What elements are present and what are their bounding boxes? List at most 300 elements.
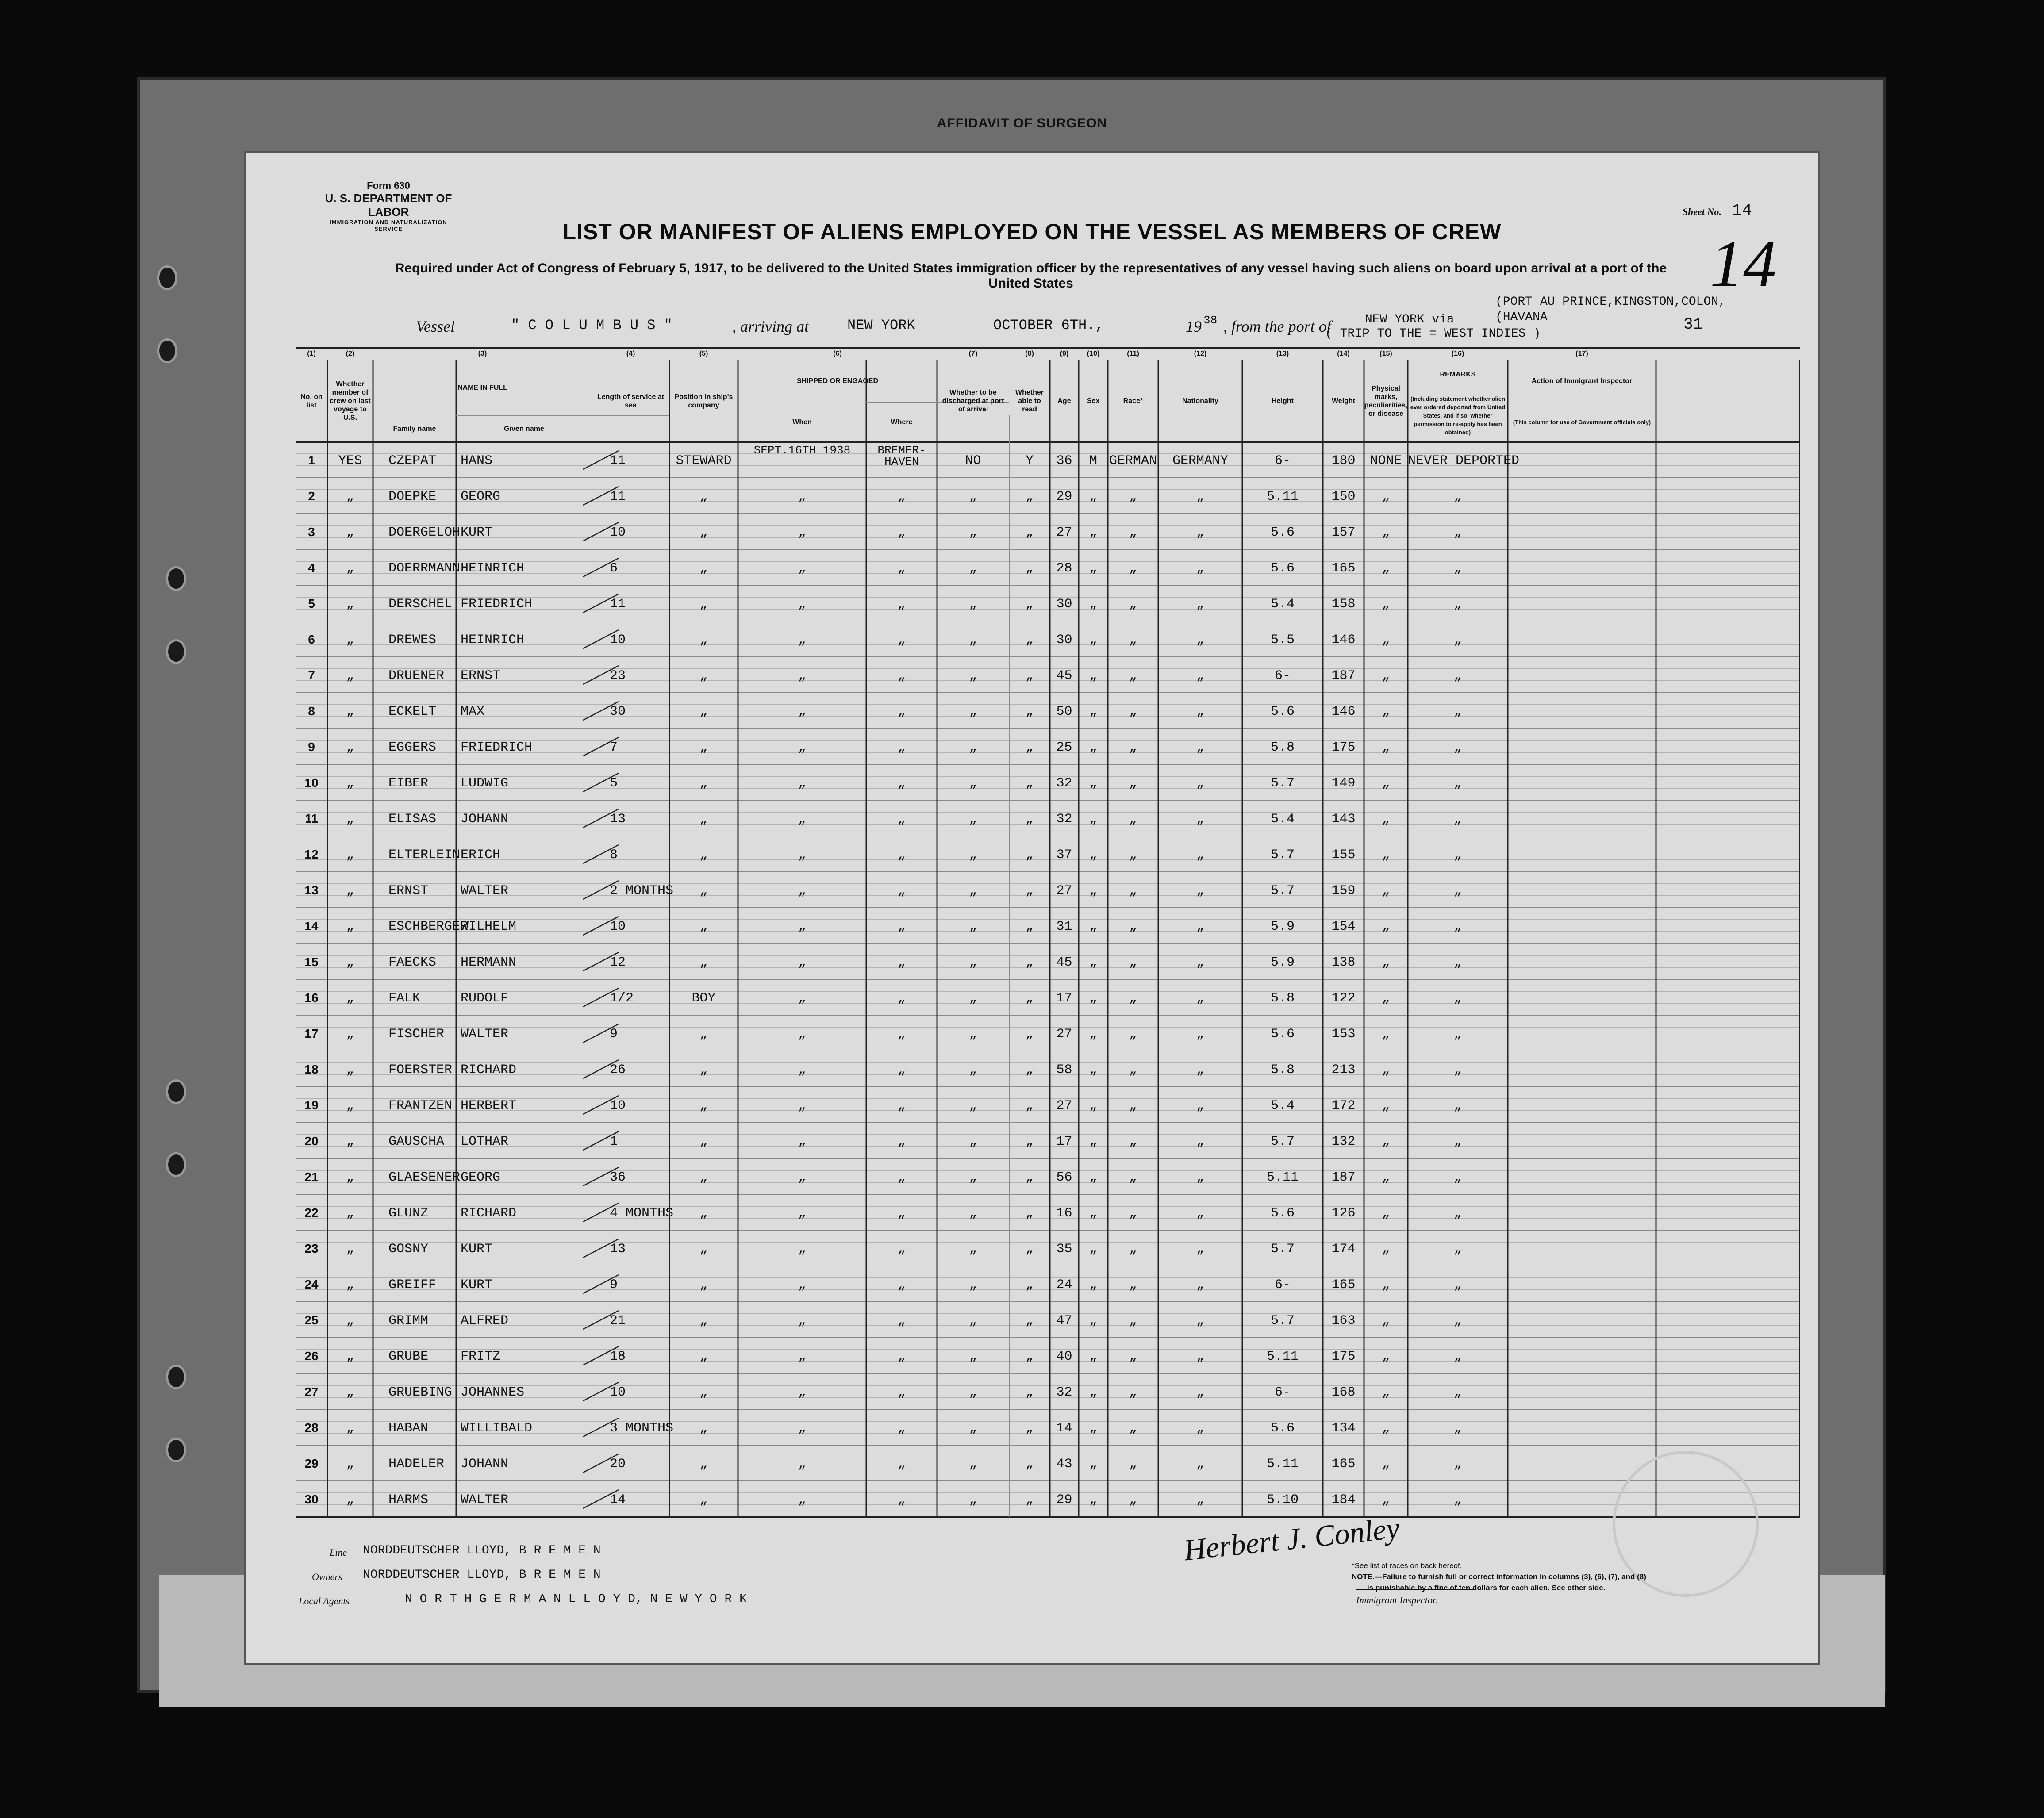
cell-sex: „ [1089, 955, 1097, 970]
cell-age: 35 [1056, 1242, 1072, 1257]
cell-nationality: „ [1196, 776, 1204, 791]
row-number: 8 [308, 704, 315, 718]
row-number: 12 [304, 848, 319, 861]
cell-last-voyage: „ [346, 776, 354, 791]
cell-discharged: „ [969, 1313, 977, 1328]
cell-shipped-when: „ [798, 919, 806, 934]
cell-discharged: „ [969, 919, 977, 934]
cell-position: „ [699, 955, 708, 970]
column-number: (7) [968, 350, 978, 357]
cell-able-to-read: „ [1025, 1027, 1034, 1042]
cell-remarks: „ [1453, 1457, 1462, 1472]
cell-shipped-where: „ [897, 1385, 906, 1400]
cell-physical-marks: „ [1382, 1421, 1390, 1436]
cell-discharged: „ [969, 1062, 977, 1078]
cell-sex: „ [1089, 1170, 1097, 1185]
cell-length-of-service: 30 [610, 704, 626, 719]
cell-remarks: „ [1453, 776, 1462, 791]
cell-nationality: „ [1196, 1492, 1204, 1507]
handwritten-sheet-number: 14 [1710, 227, 1776, 300]
cell-able-to-read: „ [1025, 1242, 1034, 1257]
cell-shipped-when: „ [798, 597, 806, 612]
cell-length-of-service: 9 [610, 1027, 618, 1042]
cell-remarks: „ [1453, 955, 1462, 970]
cell-discharged: „ [969, 1385, 977, 1400]
cell-height: 5.4 [1270, 597, 1295, 612]
from-label: , from the port of [1223, 318, 1331, 335]
cell-shipped-where: „ [897, 1170, 906, 1185]
cell-remarks: „ [1453, 1027, 1462, 1042]
cell-given-name: HEINRICH [461, 633, 525, 648]
cell-last-voyage: „ [346, 1385, 354, 1400]
cell-position: „ [699, 1349, 708, 1364]
cell-family-name: EGGERS [388, 740, 437, 755]
cell-age: 32 [1056, 812, 1072, 827]
cell-position: „ [699, 489, 708, 504]
col-given-name: Given name [504, 425, 544, 433]
cell-remarks: „ [1453, 740, 1462, 755]
cell-weight: 175 [1331, 740, 1356, 755]
cell-position: „ [699, 1027, 708, 1042]
column-number: (4) [626, 350, 635, 357]
col-able-to-read: Whether able to read [1015, 389, 1044, 413]
cell-position: STEWARD [676, 453, 732, 468]
route-line-1: (PORT AU PRINCE,KINGSTON,COLON, [1495, 295, 1726, 309]
cell-race: „ [1129, 919, 1137, 934]
cell-age: 17 [1056, 991, 1072, 1006]
column-number: (1) [307, 350, 316, 357]
cell-physical-marks: „ [1382, 633, 1390, 648]
col-sex: Sex [1087, 397, 1100, 405]
row-number: 27 [304, 1385, 319, 1399]
cell-able-to-read: „ [1025, 955, 1034, 970]
cell-age: 25 [1056, 740, 1072, 755]
cell-shipped-where: „ [897, 1062, 906, 1078]
cell-height: 5.8 [1270, 1062, 1295, 1078]
cell-position: „ [699, 668, 708, 683]
cell-nationality: „ [1196, 704, 1204, 719]
cell-given-name: MAX [461, 704, 485, 719]
cell-family-name: ELISAS [388, 812, 437, 827]
cell-discharged: „ [969, 1027, 977, 1042]
cell-position: „ [699, 812, 708, 827]
cell-remarks: „ [1453, 704, 1462, 719]
binder-hole [157, 338, 177, 363]
row-number: 10 [304, 776, 319, 790]
page-subtitle: Required under Act of Congress of February 5, 1917, to be delivered to the United States immigration officer by the representatives of any vessel having such aliens on board upon arrival at a port of the United States [395, 261, 1667, 291]
cell-sex: „ [1089, 1134, 1097, 1149]
cell-length-of-service: 10 [610, 1385, 626, 1400]
cell-age: 17 [1056, 1134, 1072, 1149]
from-port: NEW YORK via [1365, 313, 1454, 326]
cell-shipped-when: „ [798, 955, 806, 970]
cell-able-to-read: „ [1025, 1170, 1034, 1185]
cell-physical-marks: „ [1382, 1492, 1390, 1507]
cell-race: „ [1129, 776, 1137, 791]
arriving-label: , arriving at [732, 318, 809, 335]
cell-race: „ [1129, 525, 1137, 540]
cell-age: 43 [1056, 1457, 1072, 1472]
cell-race: „ [1129, 668, 1137, 683]
cell-race: „ [1129, 1385, 1137, 1400]
cell-sex: „ [1089, 991, 1097, 1006]
row-number: 25 [304, 1313, 319, 1327]
cell-physical-marks: „ [1382, 1385, 1390, 1400]
cell-weight: 175 [1331, 1349, 1356, 1364]
row-number: 19 [304, 1098, 319, 1112]
cell-race: „ [1129, 1062, 1137, 1078]
cell-age: 30 [1056, 597, 1072, 612]
cell-given-name: FRITZ [461, 1349, 501, 1364]
cell-physical-marks: „ [1382, 776, 1390, 791]
vessel-line [246, 295, 1818, 348]
col-remarks: REMARKS [1440, 371, 1476, 378]
cell-nationality: „ [1196, 1098, 1204, 1113]
cell-able-to-read: „ [1025, 489, 1034, 504]
cell-family-name: ESCHBERGER [388, 919, 469, 934]
cell-shipped-when: „ [798, 991, 806, 1006]
binder-hole [166, 566, 186, 591]
cell-family-name: GLUNZ [388, 1206, 429, 1221]
cell-nationality: „ [1196, 991, 1204, 1006]
cell-race: „ [1129, 561, 1137, 576]
column-number: (8) [1025, 350, 1034, 357]
cell-age: 31 [1056, 919, 1072, 934]
cell-weight: 184 [1331, 1492, 1356, 1507]
cell-remarks: „ [1453, 1098, 1462, 1113]
cell-able-to-read: „ [1025, 848, 1034, 863]
cell-length-of-service: 18 [610, 1349, 626, 1364]
cell-nationality: „ [1196, 668, 1204, 683]
cell-race: „ [1129, 1421, 1137, 1436]
cell-weight: 150 [1331, 489, 1356, 504]
column-number: (14) [1337, 350, 1350, 357]
cell-age: 29 [1056, 1492, 1072, 1507]
col-family-name: Family name [393, 425, 436, 433]
row-number: 13 [304, 883, 319, 897]
cell-given-name: HERMANN [461, 955, 517, 970]
manifest-table [296, 347, 1800, 1694]
cell-physical-marks: „ [1382, 883, 1390, 898]
cell-height: 5.11 [1266, 1349, 1299, 1364]
cell-length-of-service: 11 [610, 597, 626, 612]
cell-height: 6- [1274, 1277, 1291, 1293]
cell-position: „ [699, 919, 708, 934]
cell-height: 6- [1274, 668, 1291, 683]
row-number: 28 [304, 1421, 319, 1434]
cell-age: 28 [1056, 561, 1072, 576]
cell-length-of-service: 3 MONTHS [610, 1421, 674, 1436]
cell-physical-marks: „ [1382, 597, 1390, 612]
column-number: (3) [478, 350, 487, 357]
cell-age: 36 [1056, 453, 1072, 468]
agents-label: Local Agents [299, 1596, 350, 1607]
cell-weight: 132 [1331, 1134, 1356, 1149]
cell-nationality: „ [1196, 489, 1204, 504]
cell-last-voyage: „ [346, 597, 354, 612]
cell-nationality: „ [1196, 848, 1204, 863]
cell-able-to-read: „ [1025, 1206, 1034, 1221]
cell-age: 40 [1056, 1349, 1072, 1364]
cell-shipped-when: „ [798, 704, 806, 719]
col-no-on-list: No. on list [300, 393, 323, 409]
row-number: 26 [304, 1349, 319, 1363]
inspector-signature: Herbert J. Conley [1182, 1511, 1401, 1567]
cell-able-to-read: „ [1025, 633, 1034, 648]
cell-position: „ [699, 1098, 708, 1113]
cell-position: „ [699, 848, 708, 863]
cell-position: „ [699, 883, 708, 898]
row-number: 3 [308, 525, 315, 539]
cell-physical-marks: „ [1382, 1170, 1390, 1185]
cell-age: 50 [1056, 704, 1072, 719]
cell-length-of-service: 13 [610, 812, 626, 827]
cell-shipped-when: „ [798, 848, 806, 863]
cell-race: „ [1129, 991, 1137, 1006]
cell-weight: 163 [1331, 1313, 1356, 1328]
cell-length-of-service: 5 [610, 776, 618, 791]
cell-sex: „ [1089, 1098, 1097, 1113]
cell-family-name: EIBER [388, 776, 429, 791]
cell-shipped-where: „ [897, 633, 906, 648]
row-number: 2 [308, 489, 315, 503]
cell-sex: „ [1089, 1349, 1097, 1364]
cell-discharged: „ [969, 1457, 977, 1472]
cell-family-name: GLAESENER [388, 1170, 461, 1185]
cell-length-of-service: 10 [610, 525, 626, 540]
col-remarks-note: (Including statement whether alien ever ordered deported from United States, and if so, whether permission to re-apply has been obtained) [1410, 395, 1506, 436]
cell-remarks: „ [1453, 1492, 1462, 1507]
row-number: 21 [304, 1170, 319, 1184]
cell-last-voyage: „ [346, 704, 354, 719]
cell-age: 45 [1056, 955, 1072, 970]
col-physical-marks: Physical marks, peculiarities, or disease [1364, 384, 1408, 418]
cell-last-voyage: „ [346, 1027, 354, 1042]
cell-weight: 149 [1331, 776, 1356, 791]
cell-length-of-service: 10 [610, 1098, 626, 1113]
cell-discharged: „ [969, 597, 977, 612]
cell-remarks: „ [1453, 1206, 1462, 1221]
cell-height: 5.7 [1270, 1313, 1295, 1328]
cell-given-name: WALTER [461, 883, 509, 898]
cell-race: „ [1129, 704, 1137, 719]
cell-shipped-when: „ [798, 1098, 806, 1113]
page-title: LIST OR MANIFEST OF ALIENS EMPLOYED ON THE VESSEL AS MEMBERS OF CREW [562, 219, 1502, 244]
cell-height: 5.9 [1270, 919, 1295, 934]
cell-age: 27 [1056, 1027, 1072, 1042]
cell-discharged: „ [969, 883, 977, 898]
cell-weight: 187 [1331, 1170, 1356, 1185]
cell-discharged: „ [969, 991, 977, 1006]
cell-physical-marks: „ [1382, 1457, 1390, 1472]
column-number: (10) [1087, 350, 1100, 357]
cell-last-voyage: „ [346, 883, 354, 898]
cell-family-name: GREIFF [388, 1277, 437, 1293]
cell-last-voyage: „ [346, 1421, 354, 1436]
cell-discharged: „ [969, 633, 977, 648]
cell-given-name: RICHARD [461, 1062, 517, 1078]
cell-family-name: DOERRMANN [388, 561, 461, 576]
col-position: Position in ship's company [674, 393, 733, 409]
cell-shipped-where: „ [897, 1492, 906, 1507]
cell-sex: „ [1089, 597, 1097, 612]
cell-sex: „ [1089, 489, 1097, 504]
cell-sex: M [1089, 453, 1097, 468]
fine-note-line-2: is punishable by a fine of ten dollars for each alien. See other side. [1367, 1584, 1606, 1592]
cell-height: 5.9 [1270, 955, 1295, 970]
cell-shipped-when: „ [798, 812, 806, 827]
binder-hole [157, 265, 177, 290]
cell-height: 5.6 [1270, 1027, 1295, 1042]
cell-race: „ [1129, 740, 1137, 755]
cell-shipped-where: „ [897, 812, 906, 827]
cell-weight: 126 [1331, 1206, 1356, 1221]
cell-nationality: „ [1196, 1457, 1204, 1472]
cell-remarks: „ [1453, 1349, 1462, 1364]
cell-height: 5.11 [1266, 489, 1299, 504]
cell-position: „ [699, 776, 708, 791]
cell-family-name: DRUENER [388, 668, 445, 683]
cell-last-voyage: „ [346, 1457, 354, 1472]
cell-family-name: DOERGELOH [388, 525, 461, 540]
cell-given-name: WILHELM [461, 919, 517, 934]
cell-race: „ [1129, 1242, 1137, 1257]
cell-position: „ [699, 1313, 708, 1328]
cell-sex: „ [1089, 812, 1097, 827]
cell-family-name: FAECKS [388, 955, 437, 970]
cell-shipped-where: „ [897, 1421, 906, 1436]
cell-able-to-read: „ [1025, 740, 1034, 755]
col-inspector-note: (This column for use of Government officials only) [1513, 418, 1651, 426]
cell-race: „ [1129, 1457, 1137, 1472]
cell-able-to-read: „ [1025, 1098, 1034, 1113]
cell-last-voyage: „ [346, 633, 354, 648]
cell-race: „ [1129, 1134, 1137, 1149]
cell-race: „ [1129, 1313, 1137, 1328]
col-length-of-service: Length of service at sea [597, 393, 665, 409]
col-name-in-full: NAME IN FULL [457, 384, 507, 391]
form-number: Form 630 [367, 180, 410, 191]
cell-last-voyage: „ [346, 1134, 354, 1149]
cell-able-to-read: „ [1025, 1385, 1034, 1400]
cell-position: „ [699, 740, 708, 755]
cell-weight: 122 [1331, 991, 1356, 1006]
cell-nationality: „ [1196, 1277, 1204, 1293]
cell-last-voyage: „ [346, 991, 354, 1006]
cell-last-voyage: „ [346, 955, 354, 970]
cell-length-of-service: 1 [610, 1134, 618, 1149]
races-note: *See list of races on back hereof. [1352, 1561, 1462, 1570]
col-discharged: Whether to be discharged at port of arrival [942, 389, 1004, 413]
cell-able-to-read: „ [1025, 776, 1034, 791]
cell-nationality: „ [1196, 1027, 1204, 1042]
cell-shipped-when: „ [798, 1134, 806, 1149]
arrival-year: 38 [1203, 314, 1218, 327]
cell-discharged: „ [969, 1134, 977, 1149]
cell-family-name: GAUSCHA [388, 1134, 445, 1149]
cell-length-of-service: 4 MONTHS [610, 1206, 674, 1221]
sheet-label: Sheet No. [1682, 206, 1721, 217]
cell-nationality: „ [1196, 812, 1204, 827]
row-number: 16 [304, 991, 319, 1005]
cell-able-to-read: „ [1025, 1492, 1034, 1507]
cell-weight: 146 [1331, 704, 1356, 719]
cell-physical-marks: NONE [1370, 453, 1402, 468]
cell-weight: 180 [1331, 453, 1356, 468]
cell-height: 5.6 [1270, 561, 1295, 576]
cell-remarks: NEVER DEPORTED [1408, 453, 1520, 468]
cell-remarks: „ [1453, 1170, 1462, 1185]
cell-nationality: „ [1196, 1170, 1204, 1185]
cell-able-to-read: „ [1025, 597, 1034, 612]
cell-age: 58 [1056, 1062, 1072, 1078]
cell-nationality: „ [1196, 633, 1204, 648]
cell-age: 16 [1056, 1206, 1072, 1221]
cell-length-of-service: 8 [610, 848, 618, 863]
cell-physical-marks: „ [1382, 1206, 1390, 1221]
cell-discharged: „ [969, 1098, 977, 1113]
cell-family-name: FOERSTER [388, 1062, 453, 1078]
row-number: 4 [308, 561, 315, 575]
cell-shipped-where: „ [897, 883, 906, 898]
cell-length-of-service: 12 [610, 955, 626, 970]
row-number: 22 [304, 1206, 319, 1220]
cell-sex: „ [1089, 561, 1097, 576]
cell-physical-marks: „ [1382, 1277, 1390, 1293]
cell-sex: „ [1089, 1313, 1097, 1328]
cell-able-to-read: „ [1025, 668, 1034, 683]
cell-able-to-read: „ [1025, 991, 1034, 1006]
route-line-2: (HAVANA [1495, 311, 1548, 324]
cell-able-to-read: „ [1025, 1349, 1034, 1364]
cell-discharged: „ [969, 1170, 977, 1185]
cell-physical-marks: „ [1382, 489, 1390, 504]
col-shipped-engaged: SHIPPED OR ENGAGED [796, 377, 879, 385]
cell-nationality: „ [1196, 1062, 1204, 1078]
cell-shipped-when: „ [798, 1349, 806, 1364]
cell-length-of-service: 21 [610, 1313, 626, 1328]
cell-age: 29 [1056, 489, 1072, 504]
cell-family-name: HABAN [388, 1421, 429, 1436]
cell-height: 5.6 [1270, 1421, 1295, 1436]
cell-physical-marks: „ [1382, 848, 1390, 863]
cell-shipped-where: „ [897, 597, 906, 612]
cell-given-name: WILLIBALD [461, 1421, 533, 1436]
cell-position: „ [699, 1170, 708, 1185]
cell-discharged: „ [969, 704, 977, 719]
cell-last-voyage: „ [346, 1277, 354, 1293]
cell-height: 5.11 [1266, 1457, 1299, 1472]
cell-given-name: GEORG [461, 489, 501, 504]
row-number: 18 [304, 1062, 319, 1076]
cell-sex: „ [1089, 1242, 1097, 1257]
cell-shipped-when: „ [798, 883, 806, 898]
col-nationality: Nationality [1182, 397, 1218, 405]
cell-family-name: GRIMM [388, 1313, 429, 1328]
cell-remarks: „ [1453, 561, 1462, 576]
cell-remarks: „ [1453, 991, 1462, 1006]
cell-shipped-where: „ [897, 991, 906, 1006]
cell-able-to-read: „ [1025, 919, 1034, 934]
col-race: Race* [1123, 397, 1143, 405]
cell-position: „ [699, 1277, 708, 1293]
cell-last-voyage: „ [346, 1492, 354, 1507]
cell-height: 5.8 [1270, 991, 1295, 1006]
row-number: 30 [304, 1492, 319, 1506]
cell-physical-marks: „ [1382, 1134, 1390, 1149]
cell-sex: „ [1089, 1492, 1097, 1507]
cell-physical-marks: „ [1382, 919, 1390, 934]
